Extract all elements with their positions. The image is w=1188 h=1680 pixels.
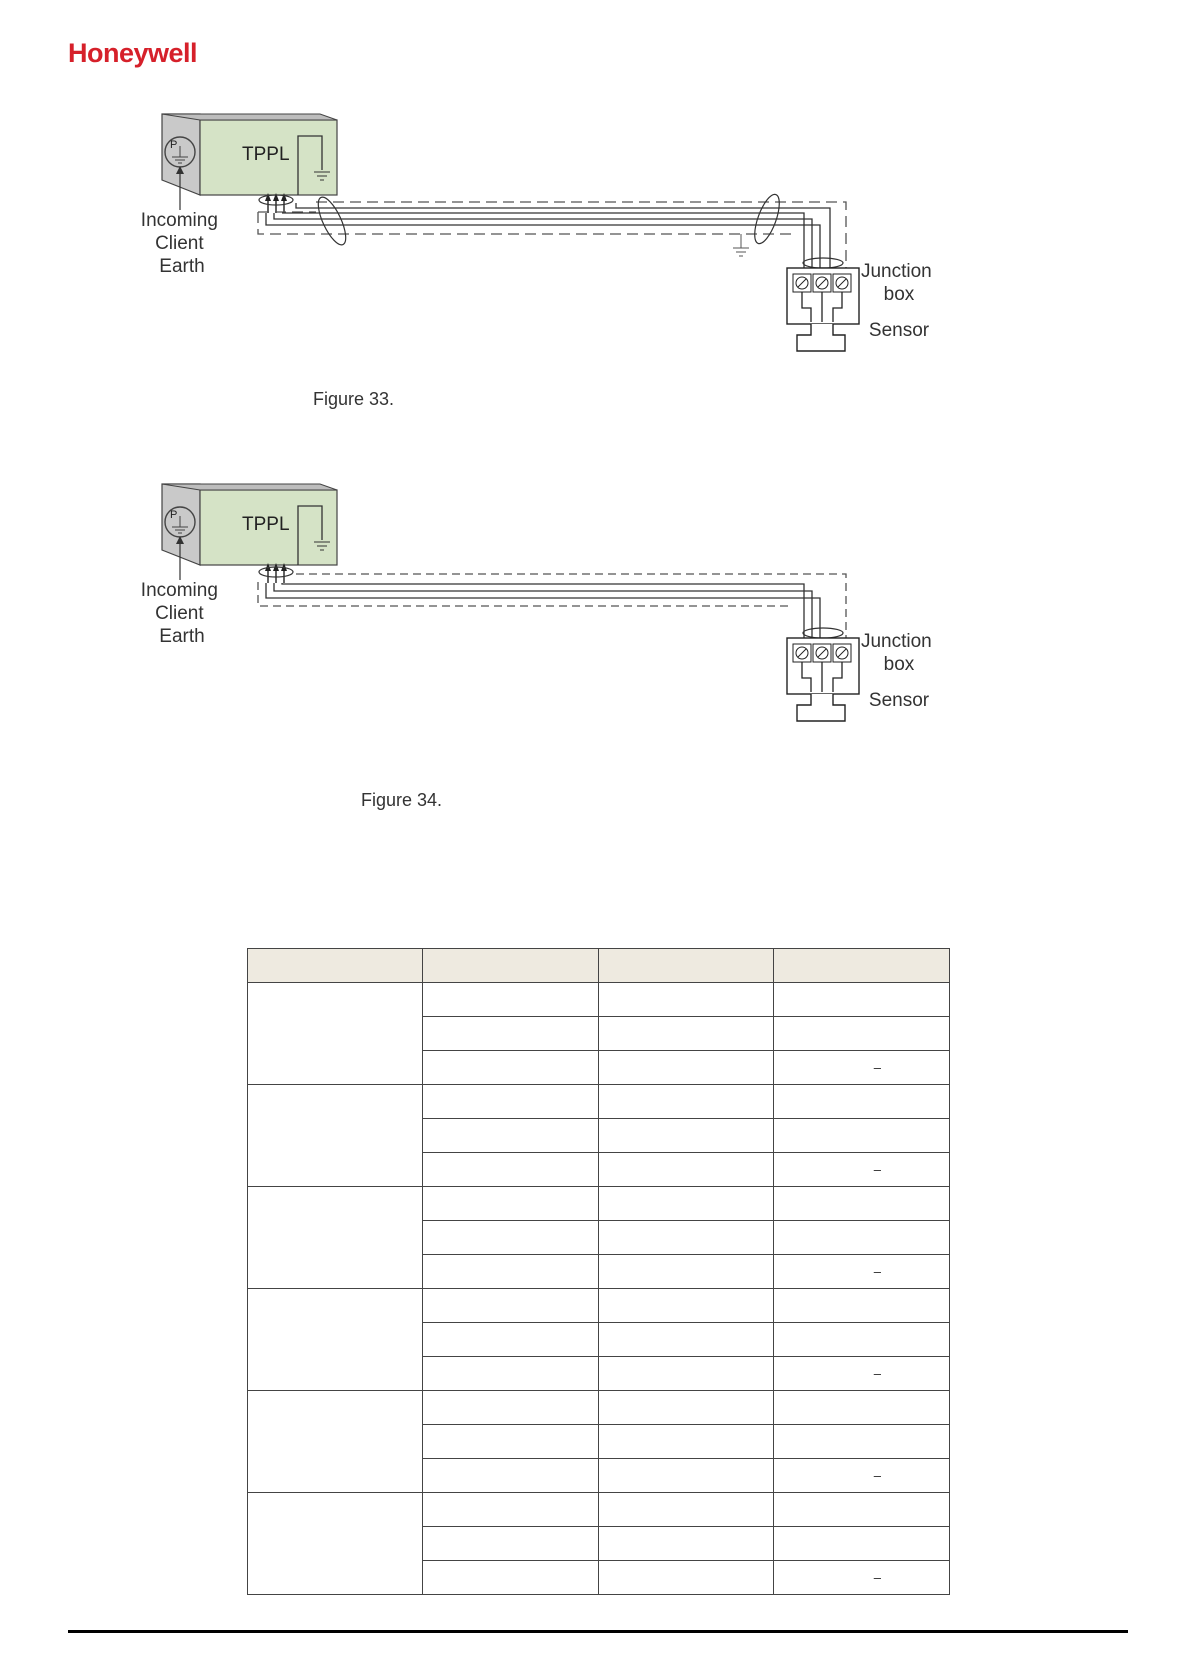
table-header-cell bbox=[774, 949, 950, 983]
table-cell bbox=[423, 1459, 599, 1493]
table-cell bbox=[599, 1289, 774, 1323]
table-cell bbox=[774, 1357, 950, 1391]
table-cell bbox=[599, 1085, 774, 1119]
table-cell bbox=[774, 1425, 950, 1459]
table-cell bbox=[599, 1357, 774, 1391]
specification-table bbox=[247, 948, 950, 1595]
table-cell bbox=[774, 1119, 950, 1153]
table-cell bbox=[599, 983, 774, 1017]
table-row bbox=[248, 1493, 950, 1527]
table-cell bbox=[599, 1425, 774, 1459]
sensor-body bbox=[797, 324, 845, 351]
terminal-screw-icon bbox=[793, 644, 851, 662]
table-row bbox=[248, 1085, 950, 1119]
figure-34-caption: Figure 34. bbox=[361, 790, 443, 810]
table-cell bbox=[774, 1255, 950, 1289]
table-cell bbox=[774, 1051, 950, 1085]
table-cell bbox=[774, 1459, 950, 1493]
table-cell bbox=[774, 1527, 950, 1561]
figure-33-caption: Figure 33. bbox=[313, 389, 395, 409]
table-row bbox=[248, 1289, 950, 1323]
table-cell bbox=[423, 1153, 599, 1187]
table-header-cell bbox=[423, 949, 599, 983]
table-row bbox=[248, 1391, 950, 1425]
junction-box-label: Junction box bbox=[860, 631, 932, 675]
table-cell bbox=[423, 1289, 599, 1323]
table-group-cell bbox=[248, 1085, 423, 1187]
footer-rule bbox=[68, 1630, 1128, 1633]
table-cell bbox=[423, 1255, 599, 1289]
table-cell bbox=[774, 1085, 950, 1119]
table-cell bbox=[774, 1561, 950, 1595]
incoming-client-earth-label: Incoming Client Earth bbox=[140, 210, 218, 277]
table-group-cell bbox=[248, 983, 423, 1085]
table-cell bbox=[423, 1493, 599, 1527]
table-cell bbox=[774, 1391, 950, 1425]
table-cell bbox=[423, 1119, 599, 1153]
table-cell bbox=[599, 1561, 774, 1595]
honeywell-logo: Honeywell bbox=[68, 38, 198, 68]
table-group-cell bbox=[248, 1493, 423, 1595]
table-row bbox=[248, 983, 950, 1017]
table-cell bbox=[774, 1187, 950, 1221]
table-cell bbox=[774, 983, 950, 1017]
junction-box-label: Junction box bbox=[860, 261, 932, 305]
table-dash-marker: – bbox=[873, 1366, 881, 1381]
table-group-cell bbox=[248, 1187, 423, 1289]
sensor-label: Sensor bbox=[868, 690, 930, 711]
table-cell bbox=[774, 1323, 950, 1357]
table-cell bbox=[599, 1187, 774, 1221]
figure-33-diagram bbox=[0, 100, 1188, 360]
table-cell bbox=[423, 1017, 599, 1051]
table-header-cell bbox=[248, 949, 423, 983]
table-cell bbox=[423, 1221, 599, 1255]
table-group-cell bbox=[248, 1289, 423, 1391]
table-header-row bbox=[248, 949, 950, 983]
table-cell bbox=[774, 1289, 950, 1323]
table-cell bbox=[423, 1085, 599, 1119]
table-cell bbox=[599, 1493, 774, 1527]
table-cell bbox=[423, 1561, 599, 1595]
table-cell bbox=[774, 1221, 950, 1255]
table-dash-marker: – bbox=[873, 1162, 881, 1177]
table-body bbox=[248, 983, 950, 1595]
table-dash-marker: – bbox=[873, 1060, 881, 1075]
table-cell bbox=[423, 1527, 599, 1561]
sensor-body bbox=[797, 694, 845, 721]
table-cell bbox=[423, 1323, 599, 1357]
table-cell bbox=[599, 1391, 774, 1425]
figure-34-diagram bbox=[0, 470, 1188, 730]
earth-symbol-label: P bbox=[170, 139, 178, 151]
table-cell bbox=[423, 1391, 599, 1425]
table-cell bbox=[774, 1017, 950, 1051]
sensor-label: Sensor bbox=[868, 320, 930, 341]
table-group-cell bbox=[248, 1391, 423, 1493]
table-row bbox=[248, 1187, 950, 1221]
table-cell bbox=[599, 1255, 774, 1289]
tppl-label: TPPL bbox=[242, 144, 290, 165]
table-cell bbox=[423, 1425, 599, 1459]
terminal-screw-icon bbox=[793, 274, 851, 292]
table-cell bbox=[599, 1153, 774, 1187]
table-cell bbox=[423, 983, 599, 1017]
table-dash-marker: – bbox=[873, 1570, 881, 1585]
table-cell bbox=[423, 1187, 599, 1221]
earth-symbol-label: P bbox=[170, 509, 178, 521]
table-cell bbox=[599, 1119, 774, 1153]
incoming-client-earth-label: Incoming Client Earth bbox=[140, 580, 218, 647]
table-cell bbox=[423, 1051, 599, 1085]
table-dash-marker: – bbox=[873, 1468, 881, 1483]
table-cell bbox=[774, 1153, 950, 1187]
table-cell bbox=[599, 1051, 774, 1085]
table-cell bbox=[599, 1017, 774, 1051]
table-dash-marker: – bbox=[873, 1264, 881, 1279]
table-cell bbox=[599, 1527, 774, 1561]
table-cell bbox=[599, 1323, 774, 1357]
tppl-label: TPPL bbox=[242, 514, 290, 535]
table-header-cell bbox=[599, 949, 774, 983]
table-cell bbox=[423, 1357, 599, 1391]
table-cell bbox=[599, 1459, 774, 1493]
table-cell bbox=[599, 1221, 774, 1255]
table-cell bbox=[774, 1493, 950, 1527]
